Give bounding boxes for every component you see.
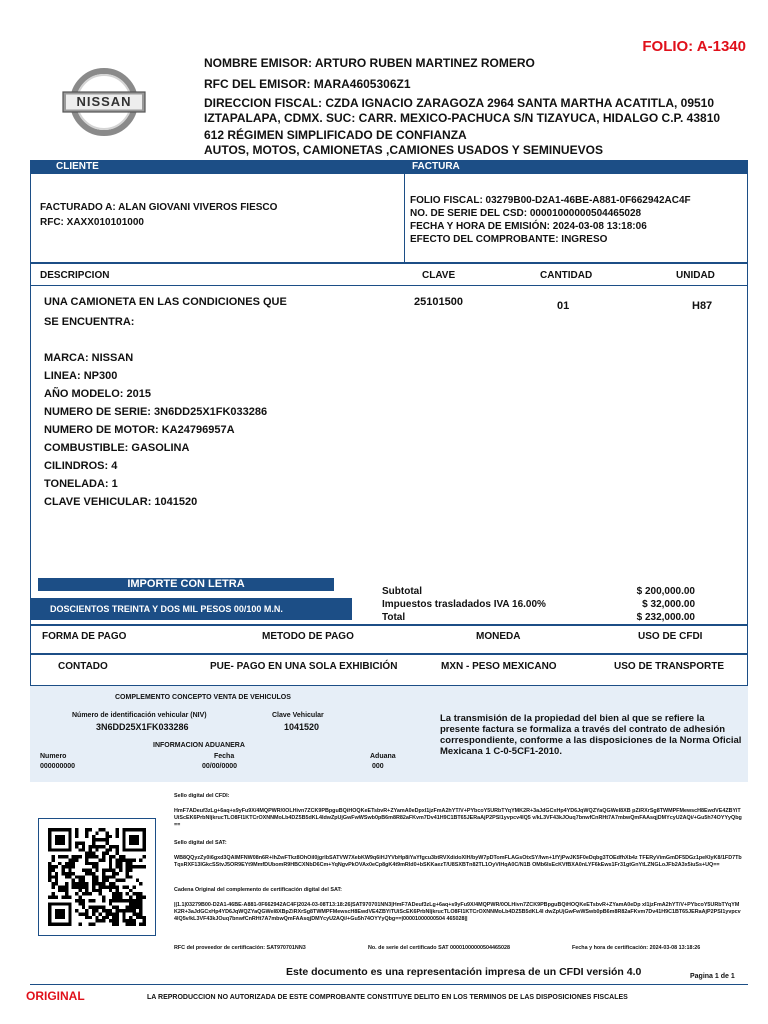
qr-frame <box>38 818 156 936</box>
emisor-giro: AUTOS, MOTOS, CAMIONETAS ,CAMIONES USADOS Y SEMINUEVOS <box>204 143 603 157</box>
detalle-linea: LINEA: NP300 <box>44 370 118 382</box>
importe-letra: DOSCIENTOS TREINTA Y DOS MIL PESOS 00/100 M.N. <box>30 598 352 620</box>
cliente-rfc: RFC: XAXX010101000 <box>40 217 144 228</box>
cliente-header: CLIENTE <box>30 160 404 173</box>
descripcion-header: DESCRIPCION <box>40 270 110 281</box>
factura-header: FACTURA <box>404 160 748 173</box>
emisor-rfc: RFC DEL EMISOR: MARA4605306Z1 <box>204 77 411 91</box>
unidad-header: UNIDAD <box>676 270 715 281</box>
numero-value: 000000000 <box>40 763 76 770</box>
serie-csd: NO. DE SERIE DEL CSD: 00001000000504465028 <box>410 208 642 219</box>
efecto-comprobante: EFECTO DEL COMPROBANTE: INGRESO <box>410 234 608 245</box>
uso-cfdi: USO DE TRANSPORTE <box>614 661 725 672</box>
fecha-certificacion: Fecha y hora de certificación: 2024-03-08 13:18:26 <box>572 945 701 951</box>
sello-sat-label: Sello digital del SAT: <box>174 840 227 846</box>
iva-label: Impuestos trasladados IVA 16.00% <box>382 599 546 610</box>
importe-letra-header: IMPORTE CON LETRA <box>38 578 334 591</box>
numero-label: Numero <box>40 753 67 760</box>
concepto-descripcion-2: SE ENCUENTRA: <box>44 316 135 328</box>
info-aduanera: INFORMACION ADUANERA <box>153 742 245 749</box>
metodo-pago-header: METODO DE PAGO <box>262 631 354 642</box>
concepto-cantidad: 01 <box>557 300 570 312</box>
detalle-modelo: AÑO MODELO: 2015 <box>44 388 151 400</box>
forma-pago-header: FORMA DE PAGO <box>42 631 127 642</box>
leyenda-legal: LA REPRODUCCION NO AUTORIZADA DE ESTE COMPROBANTE CONSTITUYE DELITO EN LOS TERMINOS DE LAS DISPOSICIONES FISCALES <box>147 994 628 1001</box>
moneda-header: MONEDA <box>476 631 521 642</box>
detalle-motor: NUMERO DE MOTOR: KA24796957A <box>44 424 235 436</box>
fecha-value: 00/00/0000 <box>202 763 238 770</box>
detalle-marca: MARCA: NISSAN <box>44 352 134 364</box>
logo-text: NISSAN <box>76 94 132 109</box>
rfc-proveedor: RFC del proveedor de certificación: SAT970701NN3 <box>174 945 306 951</box>
detalle-tonelada: TONELADA: 1 <box>44 478 118 490</box>
aduana-label: Aduana <box>370 753 396 760</box>
sello-cfdi-label: Sello digital del CFDI: <box>174 793 230 799</box>
qr-code <box>48 828 146 926</box>
detalle-cilindros: CILINDROS: 4 <box>44 460 118 472</box>
aduana-value: 000 <box>372 763 384 770</box>
emisor-nombre: NOMBRE EMISOR: ARTURO RUBEN MARTINEZ ROMERO <box>204 56 535 70</box>
complemento-titulo: COMPLEMENTO CONCEPTO VENTA DE VEHICULOS <box>115 694 291 701</box>
subtotal-label: Subtotal <box>382 586 422 597</box>
moneda: MXN - PESO MEXICANO <box>441 661 557 672</box>
total-value: $ 232,000.00 <box>636 612 695 623</box>
clave-vehicular-value: 1041520 <box>284 722 320 732</box>
sello-sat: WB8QQyzZy0i6gxd3QAIMFNW08n6R+lhZwFTkz8OhOil0jgrlbSATVW7XebKW9q6iHJYVbHp8iYaYfgcu3btRVXdidoXIH/byW7pDTomFLAGsOtxSY/Iwn+1fYjPwJK5F0eDqbg3TOEdfhXb4z TFERyVimGmDF5DGz1peKIyK8/1FD7TbTqsRXF13IGkcSStvJ5OR9EYt9MmfDUbomR9HBCXNbD6Cm+YqNgvPkOVAx0eCp8gK4t9mRld0+bSKKaezT/U8SXBTn82TL1OyVIHqA0C/N1B OMb6IsEcKVfBXA0nLYF6kEws1Fr31gtGnYtLZNGLoJFb2A3x5iuSs+UQ== <box>174 855 742 868</box>
nissan-logo <box>60 62 148 142</box>
detalle-combustible: COMBUSTIBLE: GASOLINA <box>44 442 190 454</box>
clave-header: CLAVE <box>422 270 456 281</box>
concepto-clave: 25101500 <box>414 296 463 308</box>
leyenda-transmision: La transmisión de la propiedad del bien al que se refiere la presente factura se formaliza a través del contrato de adhesión correspondiente, conforme a las disposiciones de la Norma Oficial Mexicana 1 C-0-5CF1-2010. <box>440 713 742 757</box>
emisor-regimen: 612 RÉGIMEN SIMPLIFICADO DE CONFIANZA <box>204 128 467 142</box>
forma-pago: CONTADO <box>58 661 108 672</box>
folio-fiscal: FOLIO FISCAL: 03279B00-D2A1-46BE-A881-0F662942AC4F <box>410 195 691 206</box>
sello-cfdi: HmF7ADeuf3zLg+6aq+s9yFu9X/4MQPWR/0OLHivn7ZCK9PBpguBQiHOQKeETsbvR+ZYamA0eDpxI1jzFmA2hYT/V+PYbcoY5URbTYqYMK2R+3aJdGCxHp4YD6JqWQZYaQGWeI8XB pZiRXrSg8TWMPFMewscH8EwdVE4ZBYiTUiScEK6PrbNIjkrucTLO8FI1KTCrOXNNMoLb4DZ5B5dKL4IdwZpUjGwFwWSwb0pB6m8R82aFKvm7Dv41H9C1BT65JERaAjP2PSI1yvpcv4lQ5 v/kL3VF43kJOuq7bnwfCnRHt7A7mbwQmFAAsqjDMYcyU2AQi/+Gu5h74OYYyQbg== <box>174 808 742 828</box>
niv-value: 3N6DD25X1FK033286 <box>96 722 189 732</box>
metodo-pago: PUE- PAGO EN UNA SOLA EXHIBICIÓN <box>210 661 398 672</box>
niv-label: Número de identificación vehicular (NIV) <box>72 712 207 719</box>
detalle-clave-vehicular: CLAVE VEHICULAR: 1041520 <box>44 496 198 508</box>
fecha-emision: FECHA Y HORA DE EMISIÓN: 2024-03-08 13:18:06 <box>410 221 647 232</box>
original-label: ORIGINAL <box>26 989 85 1003</box>
clave-vehicular-label: Clave Vehicular <box>272 712 324 719</box>
detalle-serie: NUMERO DE SERIE: 3N6DD25X1FK033286 <box>44 406 268 418</box>
representacion-impresa: Este documento es una representación impresa de un CFDI versión 4.0 <box>286 966 642 978</box>
pagina: Pagina 1 de 1 <box>690 973 735 980</box>
cantidad-header: CANTIDAD <box>540 270 593 281</box>
iva-value: $ 32,000.00 <box>642 599 695 610</box>
total-label: Total <box>382 612 406 623</box>
serie-certificado-sat: No. de serie del certificado SAT 00001000000504465028 <box>368 945 510 951</box>
cadena-original: ||1.1|03279B00-D2A1-46BE-A881-0F662942AC4F|2024-03-08T13:18:26|SAT970701NN3|HmF7ADeuf3zLg+6aq+s9yFu9X/4MQPWR/0OLHivn7ZCK9PBpguBQiHOQKeETsbvR+ZYamA0eDp xI1jzFmA2hYT/V+PYbcoY5URbTYqYMK2R+3aJdGCxHp4YD6JqWQZYaQGWeI8XBpZiRXrSg8TWMPFMewscH8EwdVE4ZBYiTUiScEK6PrbNIjkrucTLO8FI1KTCrOXNNMoLb4DZ5B5dKL4I dwZpUjGwFwWSwb0pB6m8R82aFKvm7Dv41H9C1BT65JERaAjP2PSI1yvpcv4lQ5v/kL3VF43kJOuq7bnwfCnRHt7A7mbwQmFAAsqjDMYcyU2AQi/+Gu5h74OYYyQbg==|00001000000504 465028|| <box>174 902 741 922</box>
emisor-direccion-2: IZTAPALAPA, CDMX. SUC: CARR. MEXICO-PACHUCA S/N TIZAYUCA, HIDALGO C.P. 43810 <box>204 111 721 125</box>
concepto-unidad: H87 <box>692 300 713 312</box>
concepto-descripcion: UNA CAMIONETA EN LAS CONDICIONES QUE <box>44 296 287 308</box>
emisor-direccion: DIRECCION FISCAL: CZDA IGNACIO ZARAGOZA 2964 SANTA MARTHA ACATITLA, 09510 <box>204 96 715 110</box>
uso-cfdi-header: USO DE CFDI <box>638 631 703 642</box>
folio-number: FOLIO: A-1340 <box>642 38 746 55</box>
cliente-nombre: FACTURADO A: ALAN GIOVANI VIVEROS FIESCO <box>40 202 278 213</box>
fecha-label: Fecha <box>214 753 235 760</box>
subtotal-value: $ 200,000.00 <box>636 586 695 597</box>
cadena-original-label: Cadena Original del complemento de certificación digital del SAT: <box>174 887 342 893</box>
